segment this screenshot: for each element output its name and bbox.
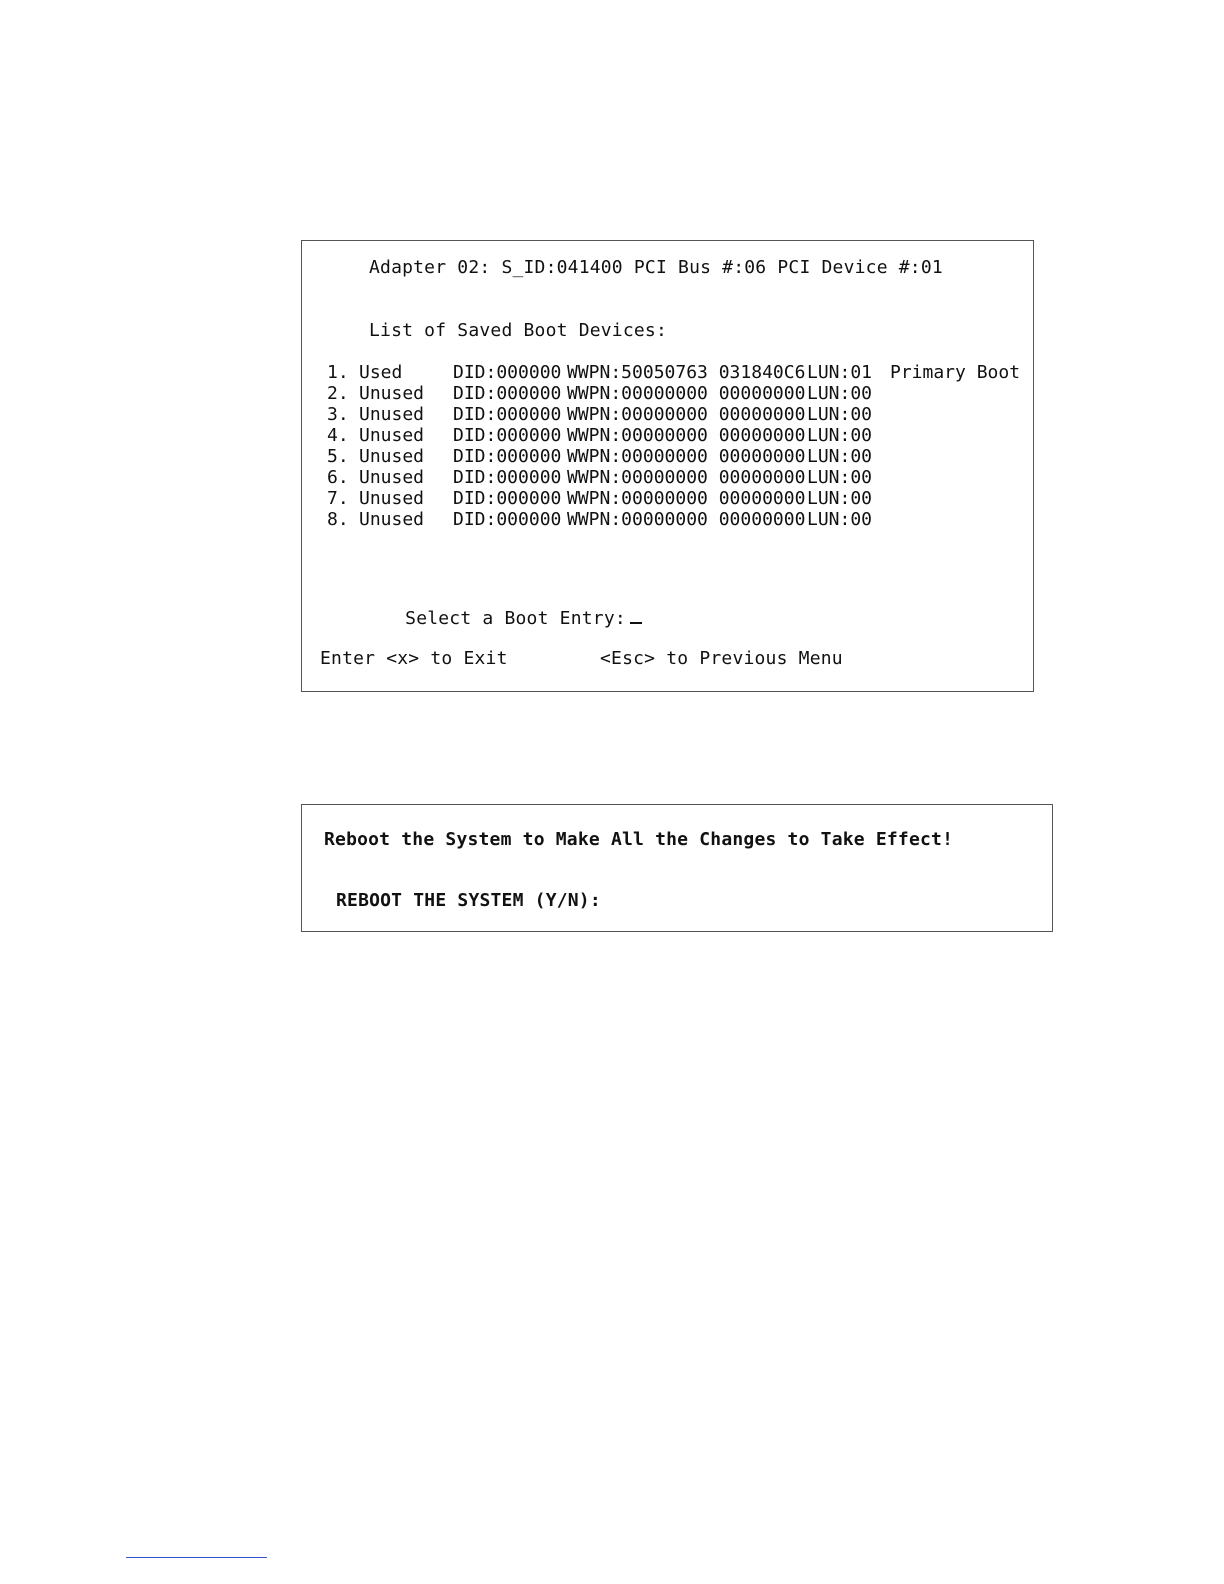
device-did: DID:000000 — [453, 446, 562, 467]
device-status: Used — [359, 362, 403, 383]
device-wwpn: WWPN:00000000 00000000 — [567, 446, 806, 467]
device-number: 4. — [327, 425, 349, 446]
previous-menu-hint[interactable]: <Esc> to Previous Menu — [600, 648, 843, 669]
device-lun: LUN:00 — [807, 488, 873, 509]
device-did: DID:000000 — [453, 467, 562, 488]
device-status: Unused — [359, 383, 425, 404]
footnote-divider — [126, 1557, 267, 1558]
device-lun: LUN:00 — [807, 446, 873, 467]
select-boot-entry-label: Select a Boot Entry: — [405, 608, 626, 629]
device-number: 1. — [327, 362, 349, 383]
device-lun: LUN:00 — [807, 383, 873, 404]
boot-devices-screen — [301, 240, 1034, 692]
select-boot-entry-prompt[interactable] — [361, 585, 642, 650]
device-lun: LUN:00 — [807, 467, 873, 488]
device-lun: LUN:00 — [807, 425, 873, 446]
device-status: Unused — [359, 404, 425, 425]
device-status: Unused — [359, 509, 425, 530]
device-did: DID:000000 — [453, 383, 562, 404]
device-boot-tag: Primary Boot — [890, 362, 1021, 383]
boot-list-title: List of Saved Boot Devices: — [369, 320, 667, 341]
device-number: 3. — [327, 404, 349, 425]
reboot-message: Reboot the System to Make All the Changes to Take Effect! — [324, 829, 954, 850]
device-wwpn: WWPN:50050763 031840C6 — [567, 362, 806, 383]
device-wwpn: WWPN:00000000 00000000 — [567, 383, 806, 404]
device-wwpn: WWPN:00000000 00000000 — [567, 467, 806, 488]
device-number: 2. — [327, 383, 349, 404]
device-did: DID:000000 — [453, 488, 562, 509]
adapter-info: Adapter 02: S_ID:041400 PCI Bus #:06 PCI Device #:01 — [369, 257, 943, 278]
device-number: 8. — [327, 509, 349, 530]
device-lun: LUN:01 — [807, 362, 873, 383]
device-did: DID:000000 — [453, 509, 562, 530]
device-wwpn: WWPN:00000000 00000000 — [567, 509, 806, 530]
device-status: Unused — [359, 467, 425, 488]
device-did: DID:000000 — [453, 362, 562, 383]
device-lun: LUN:00 — [807, 509, 873, 530]
reboot-prompt[interactable]: REBOOT THE SYSTEM (Y/N): — [336, 890, 601, 911]
device-wwpn: WWPN:00000000 00000000 — [567, 425, 806, 446]
device-status: Unused — [359, 425, 425, 446]
device-lun: LUN:00 — [807, 404, 873, 425]
device-number: 7. — [327, 488, 349, 509]
exit-hint[interactable]: Enter <x> to Exit — [320, 648, 508, 669]
reboot-screen — [301, 804, 1053, 932]
device-number: 5. — [327, 446, 349, 467]
device-wwpn: WWPN:00000000 00000000 — [567, 488, 806, 509]
device-did: DID:000000 — [453, 404, 562, 425]
device-number: 6. — [327, 467, 349, 488]
text-cursor — [630, 606, 642, 624]
device-status: Unused — [359, 446, 425, 467]
device-wwpn: WWPN:00000000 00000000 — [567, 404, 806, 425]
device-did: DID:000000 — [453, 425, 562, 446]
device-status: Unused — [359, 488, 425, 509]
